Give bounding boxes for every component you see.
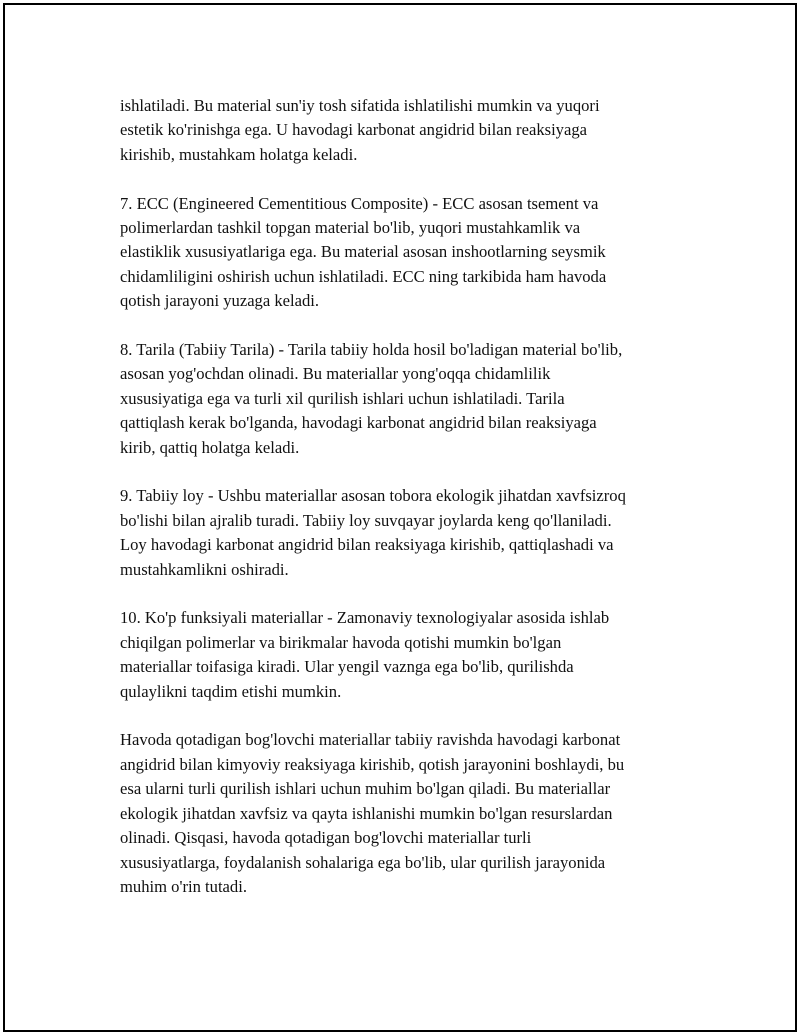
page-frame [3,3,797,1032]
paragraph-conclusion: Havoda qotadigan bog'lovchi materiallar tabiiy ravishda havodagi karbonat angidrid bilan kimyoviy reaksiyaga kirishib, qotish jarayonini boshlaydi, bu esa ularni turli qurilish ishlari uchun muhim bo'lgan qiladi. Bu materiallar ekologik jihatdan xavfsiz va qayta ishlanishi mumkin bo'lgan resurslardan olinadi. Qisqasi, havoda qotadigan bog'lovchi materiallar turli xususiyatlarga, foydalanish sohalariga ega bo'lib, ular qurilish jarayonida muhim o'rin tutadi. [120,730,625,896]
paragraph-item-9-tabiiy-loy: 9. Tabiiy loy - Ushbu materiallar asosan tobora ekologik jihatdan xavfsizroq bo'lishi bilan ajralib turadi. Tabiiy loy suvqayar joylarda keng qo'llaniladi. Loy havodagi karbonat angidrid bilan reaksiyaga kirishib, qattiqlashadi va mustahkamlikni oshiradi. [120,486,626,579]
paragraph-item-10-kop-funksiyali: 10. Ko'p funksiyali materiallar - Zamonaviy texnologiyalar asosida ishlab chiqilgan polimerlar va birikmalar havoda qotishi mumkin bo'lgan materiallar toifasiga kiradi. Ular yengil vaznga ega bo'lib, qurilishda qulaylikni taqdim etishi mumkin. [120,608,610,701]
paragraph-item-7-ecc: 7. ECC (Engineered Cementitious Composite) - ECC asosan tsement va polimerlardan tashkil topgan material bo'lib, yuqori mustahkamlik va elastiklik xususiyatlariga ega. Bu material asosan inshootlarning seysmik chidamliligini oshirish uchun ishlatiladi. ECC ning tarkibida ham havoda qotish jarayoni yuzaga keladi. [120,193,607,311]
document-body [120,94,700,899]
paragraph-intro-continuation: ishlatiladi. Bu material sun'iy tosh sifatida ishlatilishi mumkin va yuqori estetik ko'rinishga ega. U havodagi karbonat angidrid bilan reaksiyaga kirishib, mustahkam holatga keladi. [120,96,600,164]
paragraph-item-8-tarila: 8. Tarila (Tabiiy Tarila) - Tarila tabiiy holda hosil bo'ladigan material bo'lib, asosan yog'ochdan olinadi. Bu materiallar yong'oqqa chidamlilik xususiyatiga ega va turli xil qurilish ishlari uchun ishlatiladi. Tarila qattiqlash kerak bo'lganda, havodagi karbonat angidrid bilan reaksiyaga kirib, qattiq holatga keladi. [120,340,623,457]
